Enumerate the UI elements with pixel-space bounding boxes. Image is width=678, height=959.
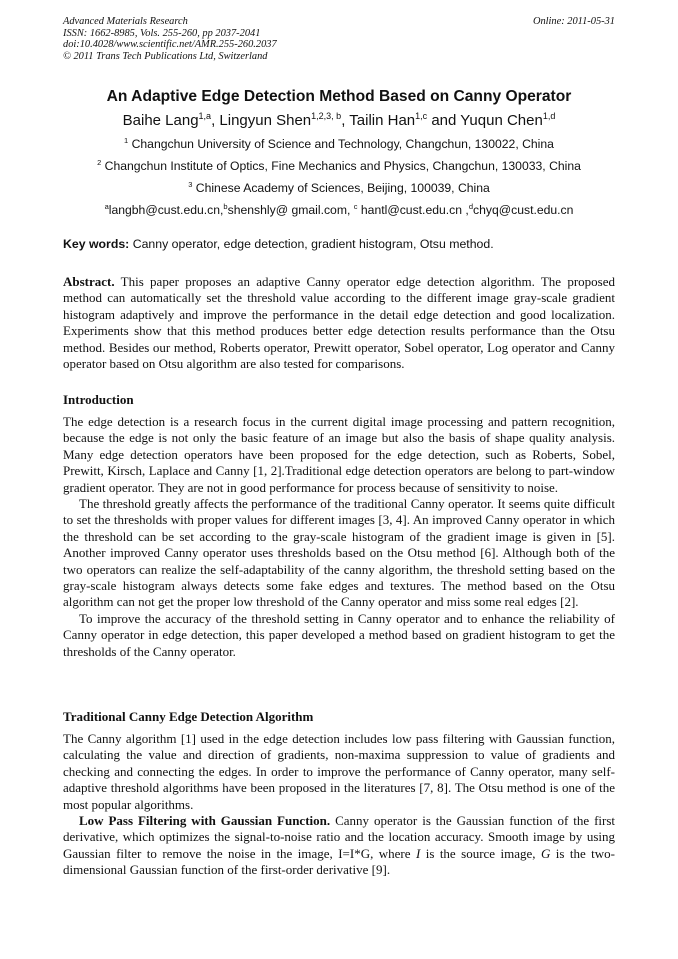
text: is the source image, xyxy=(420,845,541,861)
affiliation-sup: 1 xyxy=(124,136,129,145)
subsection-paragraph xyxy=(63,813,615,879)
affiliation xyxy=(0,137,678,151)
section-heading-canny: Traditional Canny Edge Detection Algorithm xyxy=(63,709,314,724)
separator: , xyxy=(341,112,350,129)
email[interactable]: chyq@cust.edu.cn xyxy=(472,203,574,217)
paragraph: The Canny algorithm [1] used in the edge detection includes low pass filtering with Gaussian function, calculating the value and direction of gradients, non-maxima suppression to value of gradients and checking and connecting the edges. In order to improve the performance of Canny operator, many self-adaptive threshold algorithms have been proposed in the literatures [7, 8]. The Otsu method is one of the most popular algorithms. xyxy=(63,731,615,812)
subsection-label: Low Pass Filtering with Gaussian Function. xyxy=(79,813,331,829)
keywords-text: Canny operator, edge detection, gradient histogram, Otsu method. xyxy=(129,237,494,251)
journal-name: Advanced Materials Research xyxy=(63,16,188,27)
paper-title: An Adaptive Edge Detection Method Based on Canny Operator xyxy=(106,88,572,105)
email[interactable]: langbh@cust.edu.cn, xyxy=(108,203,224,217)
author-sup: 1,c xyxy=(415,111,428,121)
email-sup: b xyxy=(223,202,228,211)
separator: , xyxy=(211,112,220,129)
affiliation xyxy=(0,159,678,173)
affiliation-text: Changchun Institute of Optics, Fine Mechanics and Physics, Changchun, 130033, China xyxy=(101,159,581,173)
author-sup: 1,2,3, b xyxy=(311,111,342,121)
abstract-text: This paper proposes an adaptive Canny operator edge detection algorithm. The proposed method can automatically set the threshold value according to the different image gray-scale gradient histogram adaptively and improve the performance in the detail edge detection and good localization. Experiments show that this method produces better edge detection results performance than the Otsu method. Besides our method, Roberts operator, Prewitt operator, Sobel operator, Log operator and Canny operator based on Otsu algorithm are also tested for comparisons. xyxy=(63,274,615,372)
author-name: Yuqun Chen xyxy=(460,112,543,129)
paragraph: The threshold greatly affects the performance of the traditional Canny operator. It seems quite difficult to set the thresholds with proper values for different images [3, 4]. An improved Canny operator in which the threshold can be set according to the gray-scale histogram of the gradient image is given in [5]. Another improved Canny operator uses thresholds based on the Otsu method [6]. Although both of the two operators can realize the self-adaptability of the canny algorithm, the threshold setting based on the gray-scale histogram always detects some fake edges and textures. The method based on the Otsu algorithm can not get the proper low threshold of the Canny operator and miss some real edges [2]. xyxy=(63,496,615,610)
paragraph: The edge detection is a research focus in the current digital image processing and pattern recognition, because the edge is not only the basic feature of an image but also the basis of shape quality analysis. Many edge detection operators have been proposed for the edge detection, such as Roberts, Sobel, Prewitt, Kirsch, Laplace and Canny [1, 2].Traditional edge detection operators are belong to part-window gradient operator. They are not in good performance for process because of sensitivity to noise. xyxy=(63,414,615,495)
variable: I xyxy=(415,845,421,861)
affiliation-sup: 3 xyxy=(188,180,193,189)
introduction-body xyxy=(63,414,615,660)
affiliation-sup: 2 xyxy=(97,158,102,167)
author-list xyxy=(0,112,678,129)
email-sup: d xyxy=(468,202,473,211)
affiliation xyxy=(0,181,678,195)
issn-line: ISSN: 1662-8985, Vols. 255-260, pp 2037-2041 xyxy=(63,27,261,39)
canny-body xyxy=(63,731,615,879)
text: Canny operator is the Gaussian function of the first derivative, which optimizes the signal-to-noise ratio and the location accuracy. Smooth image by using Gaussian filter to remove the noise in the image, I=I*G, where xyxy=(63,813,616,861)
keywords xyxy=(63,237,494,251)
author-name: Baihe Lang xyxy=(122,112,199,129)
author-sup: 1,a xyxy=(198,111,212,121)
affiliation-text: Changchun University of Science and Technology, Changchun, 130022, China xyxy=(128,137,554,151)
email[interactable]: hantl@cust.edu.cn , xyxy=(357,203,469,217)
author-name: Tailin Han xyxy=(349,112,416,129)
text: is the two-dimensional Gaussian function of the first-order derivative [9]. xyxy=(63,845,615,878)
author-name: Lingyun Shen xyxy=(219,112,312,129)
section-heading-introduction: Introduction xyxy=(63,392,134,407)
email[interactable]: shenshly@ gmail.com, xyxy=(227,203,354,217)
email-sup: c xyxy=(353,202,358,211)
separator: and xyxy=(427,112,461,129)
journal-header xyxy=(63,16,277,62)
abstract-label: Abstract. xyxy=(63,274,115,289)
keywords-label: Key words: xyxy=(63,237,130,251)
author-sup: 1,d xyxy=(542,111,556,121)
copyright-line: © 2011 Trans Tech Publications Ltd, Switzerland xyxy=(63,50,268,62)
online-date: Online: 2011-05-31 xyxy=(532,16,615,27)
doi-line: doi:10.4028/www.scientific.net/AMR.255-260.2037 xyxy=(63,39,277,51)
paragraph: To improve the accuracy of the threshold setting in Canny operator and to enhance the reliability of Canny operator in edge detection, this paper developed a method based on gradient histogram to get the thresholds of the Canny operator. xyxy=(63,610,615,659)
email-list xyxy=(0,203,678,217)
variable: G xyxy=(540,845,551,861)
affiliation-text: Chinese Academy of Sciences, Beijing, 100039, China xyxy=(192,181,490,195)
email-sup: a xyxy=(104,202,109,211)
abstract xyxy=(63,274,615,372)
